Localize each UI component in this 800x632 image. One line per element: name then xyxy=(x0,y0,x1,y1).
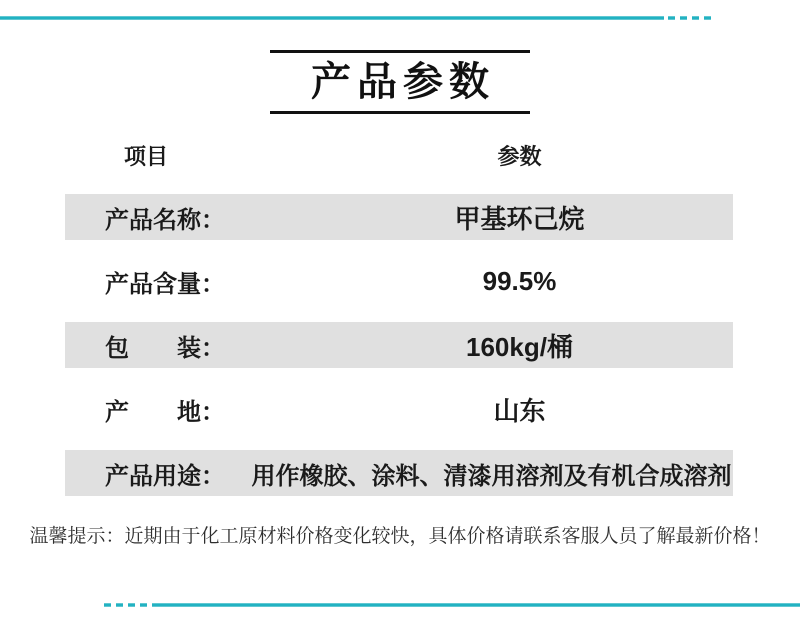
table-header-row xyxy=(65,132,733,178)
param-row-label: 产 地： xyxy=(105,398,225,426)
accent-dash xyxy=(116,603,123,607)
table-row xyxy=(65,386,733,432)
accent-dash xyxy=(128,603,135,607)
accent-dash xyxy=(104,603,111,607)
table-row xyxy=(65,258,733,304)
column-header-param: 参数 xyxy=(497,143,542,169)
top-accent-line xyxy=(0,16,664,20)
accent-dash xyxy=(680,16,687,20)
top-accent-dashes xyxy=(668,16,711,20)
param-row-label: 产品用途： xyxy=(105,462,225,490)
param-row-label: 产品含量： xyxy=(105,270,225,298)
page-title: 产品参数 xyxy=(311,60,495,104)
param-row-label: 产品名称： xyxy=(105,206,225,234)
table-row xyxy=(65,322,733,368)
param-row-value: 甲基环己烷 xyxy=(454,203,585,234)
bottom-accent-line xyxy=(152,603,800,607)
column-header-item: 项目 xyxy=(124,143,169,169)
param-row-value: 160kg/桶 xyxy=(466,331,573,362)
param-row-value: 99.5% xyxy=(482,265,557,296)
table-row xyxy=(65,450,733,496)
page-title-box xyxy=(270,50,530,114)
param-row-label: 包 装： xyxy=(105,334,225,362)
warm-notice-text: 温馨提示：近期由于化工原材料价格变化较快，具体价格请联系客服人员了解最新价格！ xyxy=(29,526,771,547)
table-row xyxy=(65,194,733,240)
accent-dash xyxy=(692,16,699,20)
bottom-accent-dashes xyxy=(104,603,147,607)
accent-dash xyxy=(704,16,711,20)
param-row-value: 山东 xyxy=(493,395,546,426)
parameter-table xyxy=(65,132,733,514)
accent-dash xyxy=(140,603,147,607)
param-row-value: 用作橡胶、涂料、清漆用溶剂及有机合成溶剂 xyxy=(251,462,732,490)
accent-dash xyxy=(668,16,675,20)
